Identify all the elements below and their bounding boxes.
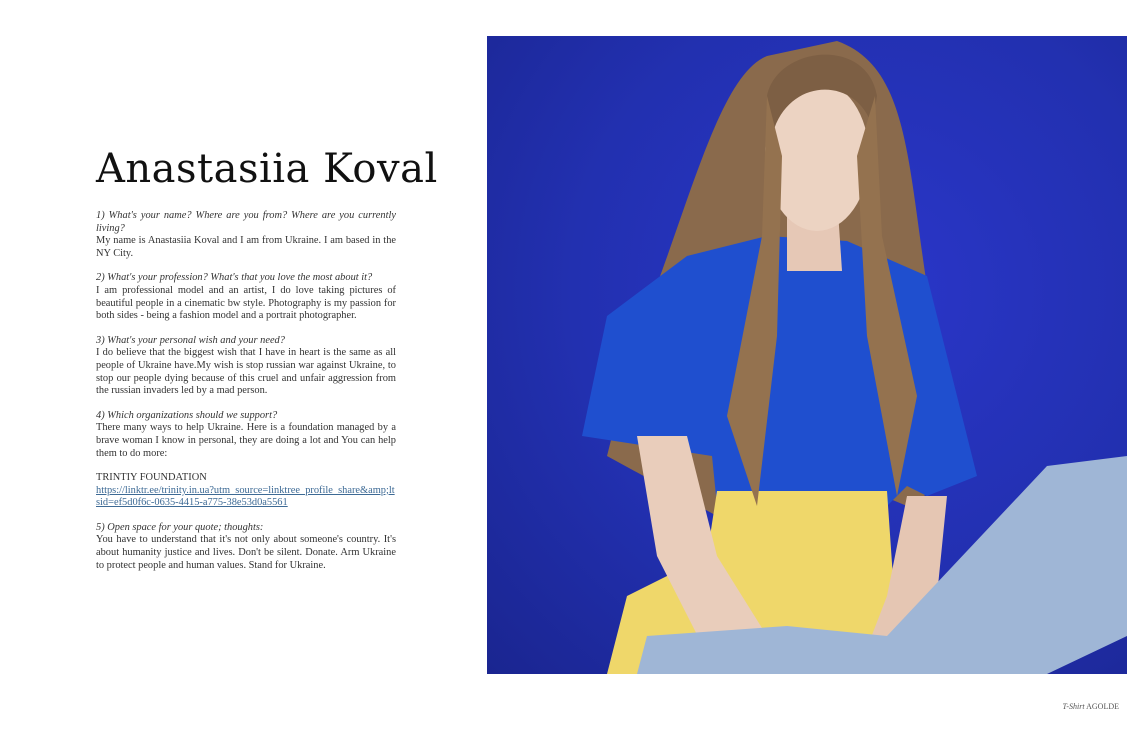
foundation-block xyxy=(96,472,396,510)
answer: You have to understand that it's not only about someone's country. It's about humanity justice and lives. Don't be silent. Donate. Arm Ukraine to protect people and human values. Stand for Ukraine. xyxy=(96,534,396,571)
answer: I am professional model and an artist, I do love taking pictures of beautiful people in a cinematic bw style. Photography is my passion for both sides - being a fashion model and a portrait photographer. xyxy=(96,284,396,322)
question: 2) What's your profession? What's that you love the most about it? xyxy=(96,272,373,284)
credit-brand: AGOLDE xyxy=(1086,702,1119,711)
answer: I do believe that the biggest wish that I have in heart is the same as all people of Ukraine have.My wish is stop russian war against Ukraine, to stop our people dying because of this cruel and unfair aggression from the russian invaders led by a mad person. xyxy=(96,347,396,397)
portrait-illustration xyxy=(487,36,1127,674)
answer: There many ways to help Ukraine. Here is a foundation managed by a brave woman I know in personal, they are doing a lot and You can help them to do more: xyxy=(96,422,396,459)
qa-item-1 xyxy=(96,210,396,260)
qa-item-3 xyxy=(96,335,396,398)
answer: My name is Anastasiia Koval and I am from Ukraine. I am based in the NY City. xyxy=(96,235,396,259)
foundation-link[interactable]: https://linktr.ee/trinity.in.ua?utm_source=linktree_profile_share&amp;ltsid=ef5d0f6c-0635-4415-a775-38e53d0a5561 xyxy=(96,484,395,509)
qa-item-5 xyxy=(96,522,396,572)
article-title: Anastasiia Koval xyxy=(96,146,438,192)
question: 4) Which organizations should we support? xyxy=(96,409,278,421)
photo-credit xyxy=(1062,702,1119,711)
foundation-name: TRINTIY FOUNDATION xyxy=(96,472,207,484)
portrait-photo xyxy=(487,36,1127,674)
question: 5) Open space for your quote; thoughts: xyxy=(96,521,264,533)
interview-text xyxy=(96,210,396,584)
question: 3) What's your personal wish and your need? xyxy=(96,334,285,346)
qa-item-4 xyxy=(96,410,396,460)
question: 1) What's your name? Where are you from? Where are you currently living? xyxy=(96,210,396,234)
credit-item: T-Shirt xyxy=(1062,702,1085,711)
qa-item-2 xyxy=(96,272,396,322)
